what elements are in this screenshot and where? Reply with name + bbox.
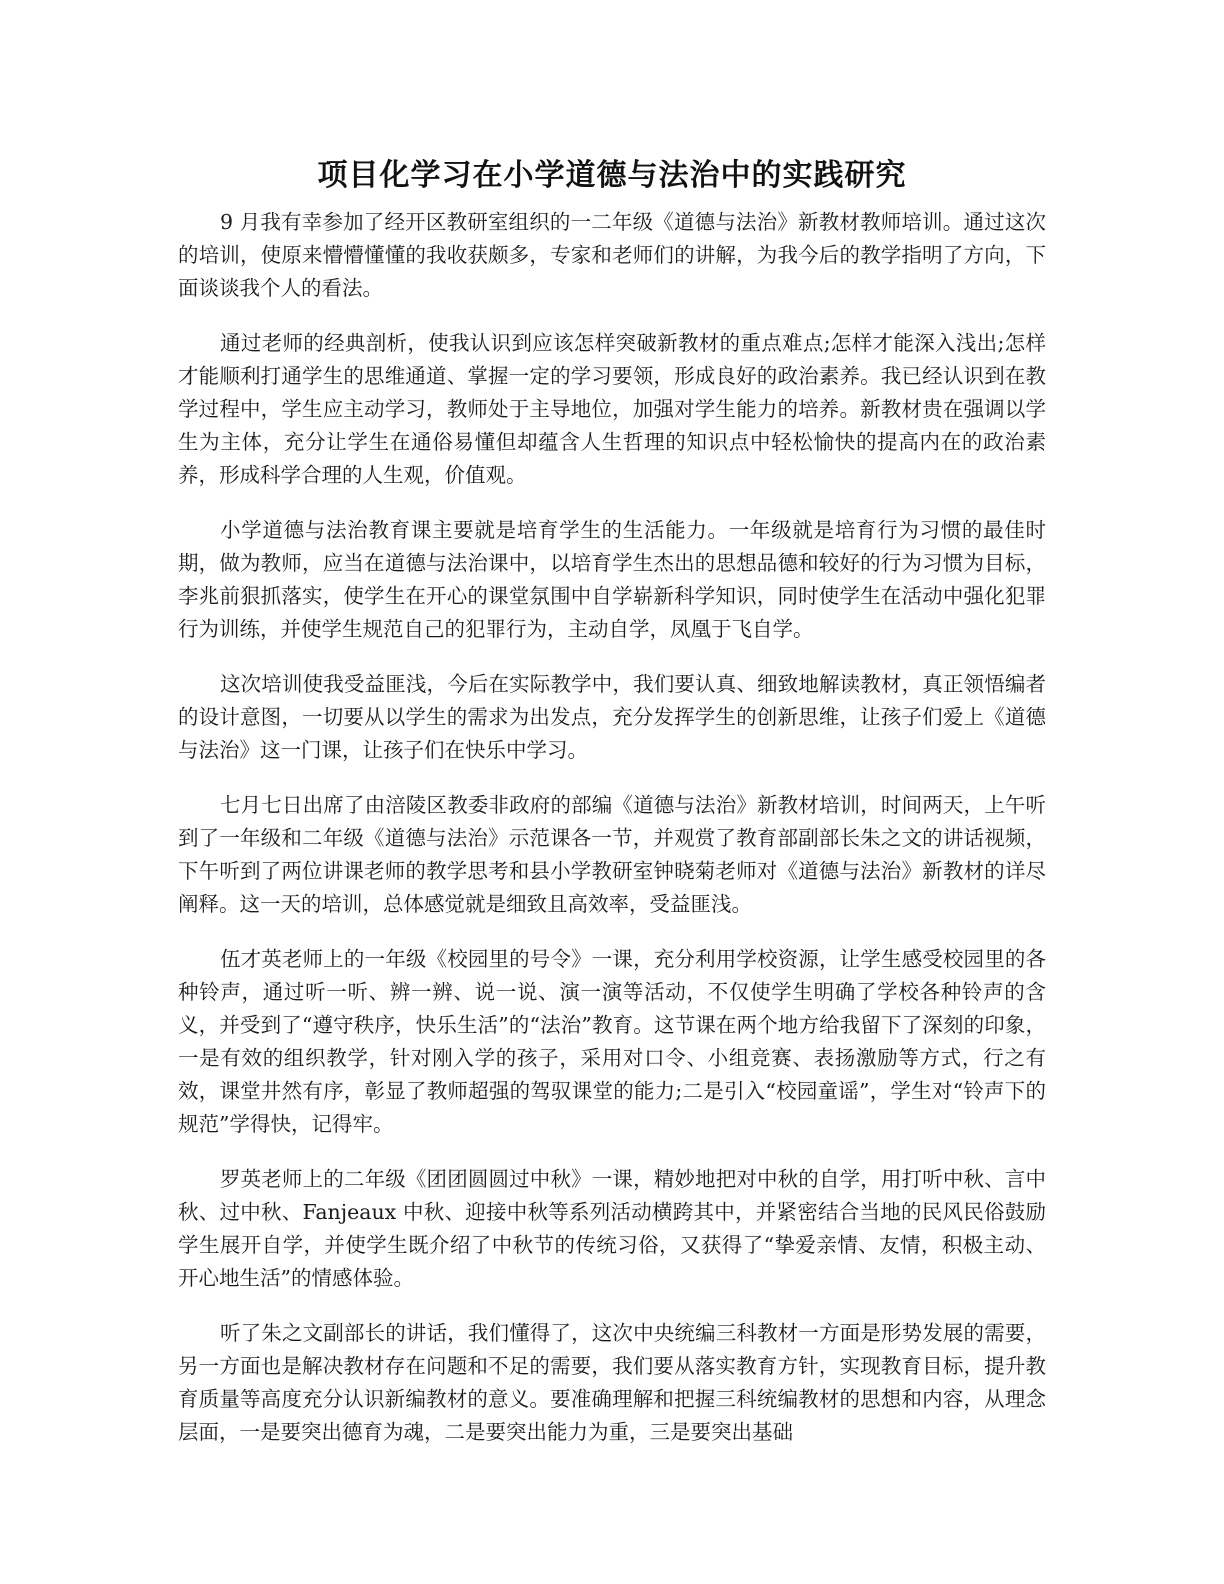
- paragraph-8: 听了朱之文副部长的讲话，我们懂得了，这次中央统编三科教材一方面是形势发展的需要，另一方面也是解决教材存在问题和不足的需要，我们要从落实教育方针，实现教育目标，提升教育质量等高度充分认识新编教材的意义。要准确理解和把握三科统编教材的思想和内容，从理念层面，一是要突出德育为魂，二是要突出能力为重，三是要突出基础: [178, 1321, 1046, 1444]
- document-body: [178, 206, 1046, 1471]
- paragraph-7: 罗英老师上的二年级《团团圆圆过中秋》一课，精妙地把对中秋的自学，用打听中秋、言中秋、过中秋、Fanjeaux 中秋、迎接中秋等系列活动横跨其中，并紧密结合当地的民风民俗鼓励学生展开自学，并使学生既介绍了中秋节的传统习俗，又获得了“挚爱亲情、友情，积极主动、开心地生活”的情感体验。: [178, 1167, 1046, 1290]
- paragraph-2: 通过老师的经典剖析，使我认识到应该怎样突破新教材的重点难点;怎样才能深入浅出;怎样才能顺利打通学生的思维通道、掌握一定的学习要领，形成良好的政治素养。我已经认识到在教学过程中，学生应主动学习，教师处于主导地位，加强对学生能力的培养。新教材贵在强调以学生为主体，充分让学生在通俗易懂但却蕴含人生哲理的知识点中轻松愉快的提高内在的政治素养，形成科学合理的人生观，价值观。: [178, 331, 1046, 487]
- paragraph-4: 这次培训使我受益匪浅，今后在实际教学中，我们要认真、细致地解读教材，真正领悟编者的设计意图，一切要从以学生的需求为出发点，充分发挥学生的创新思维，让孩子们爱上《道德与法治》这一门课，让孩子们在快乐中学习。: [178, 672, 1046, 762]
- paragraph-1: 9 月我有幸参加了经开区教研室组织的一二年级《道德与法治》新教材教师培训。通过这次的培训，使原来懵懵懂懂的我收获颇多，专家和老师们的讲解，为我今后的教学指明了方向，下面谈谈我个人的看法。: [178, 210, 1046, 300]
- paragraph-5: 七月七日出席了由涪陵区教委非政府的部编《道德与法治》新教材培训，时间两天，上午听到了一年级和二年级《道德与法治》示范课各一节，并观赏了教育部副部长朱之文的讲话视频，下午听到了两位讲课老师的教学思考和县小学教研室钟晓菊老师对《道德与法治》新教材的详尽阐释。这一天的培训，总体感觉就是细致且高效率，受益匪浅。: [178, 793, 1046, 916]
- paragraph-6: 伍才英老师上的一年级《校园里的号令》一课，充分利用学校资源，让学生感受校园里的各种铃声，通过听一听、辨一辨、说一说、演一演等活动，不仅使学生明确了学校各种铃声的含义，并受到了“遵守秩序，快乐生活”的“法治”教育。这节课在两个地方给我留下了深刻的印象，一是有效的组织教学，针对刚入学的孩子，采用对口令、小组竞赛、表扬激励等方式，行之有效，课堂井然有序，彰显了教师超强的驾驭课堂的能力;二是引入“校园童谣”，学生对“铃声下的规范”学得快，记得牢。: [178, 947, 1046, 1136]
- paragraph-3: 小学道德与法治教育课主要就是培育学生的生活能力。一年级就是培育行为习惯的最佳时期，做为教师，应当在道德与法治课中，以培育学生杰出的思想品德和较好的行为习惯为目标，李兆前狠抓落实，使学生在开心的课堂氛围中自学崭新科学知识，同时使学生在活动中强化犯罪行为训练，并使学生规范自己的犯罪行为，主动自学，凤凰于飞自学。: [178, 518, 1046, 641]
- page-title: 项目化学习在小学道德与法治中的实践研究: [317, 158, 907, 194]
